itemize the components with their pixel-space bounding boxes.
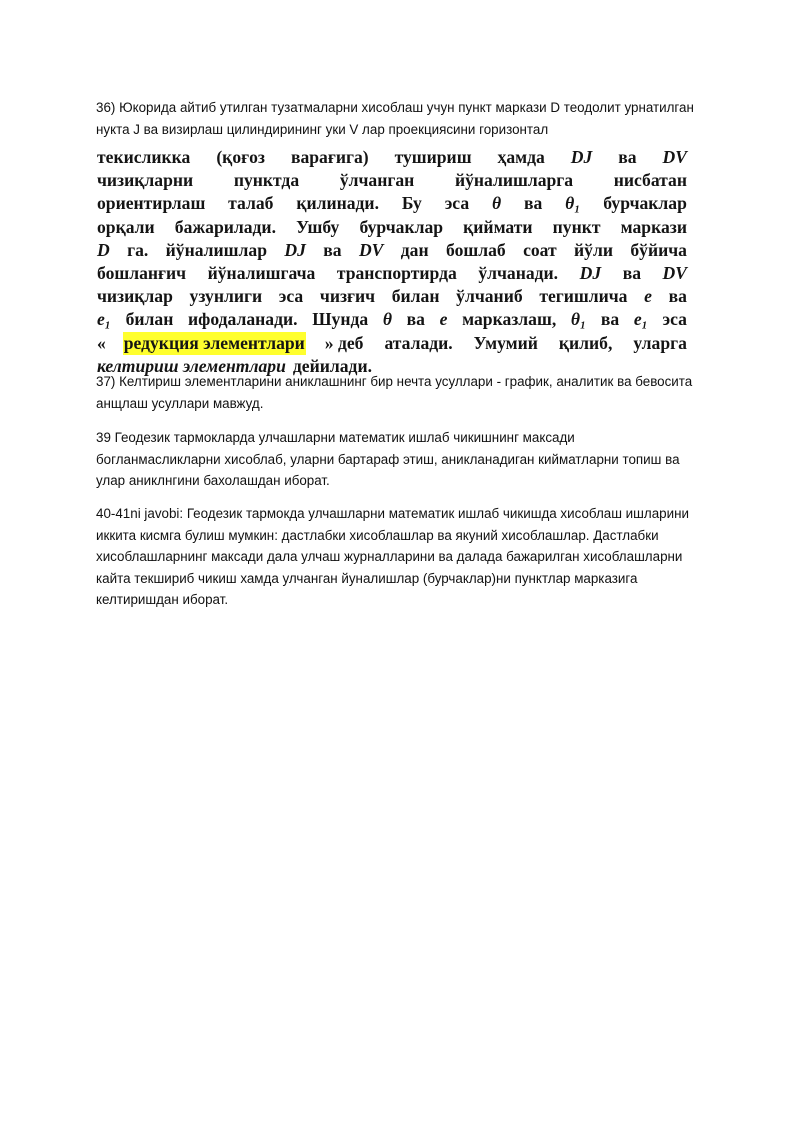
scanned-line-7 <box>97 285 687 308</box>
scanned-line-3 <box>97 192 687 215</box>
quote-open: « <box>97 332 106 353</box>
scan-word: e <box>644 286 652 307</box>
paragraph-36 <box>96 97 706 140</box>
scanned-line-9 <box>97 332 687 355</box>
scan-word: e₁ <box>633 309 648 330</box>
scan-word: ва <box>323 239 342 260</box>
scanned-lines-container <box>97 146 687 332</box>
scan-word: ўлчанган <box>339 170 415 191</box>
scan-word: θ₁ <box>570 309 587 330</box>
scan-word: e₁ <box>97 309 111 330</box>
scan-word: уларга <box>633 332 687 353</box>
scanned-line-5 <box>97 239 687 262</box>
scan-word: аталади. <box>384 332 453 353</box>
scanned-line-4 <box>97 216 687 239</box>
scan-word: марказлаш, <box>462 309 557 330</box>
scan-word: билан <box>125 309 174 330</box>
scan-word: бошлаб <box>446 239 506 260</box>
paragraph-line: нукта J ва визирлаш цилиндирининг уки V лар проекциясини горизонтал <box>96 121 549 137</box>
paragraph-line: анщлаш усуллари мавжуд. <box>96 395 264 411</box>
paragraph-line: хисоблашларнинг максади дала улчаш журналларини ва далада бажарилган хисоблашларни <box>96 549 683 564</box>
scan-word: ориентирлаш <box>97 193 206 214</box>
scanned-line-8 <box>97 308 687 331</box>
paragraph-40-41 <box>96 503 706 611</box>
scanned-line-6 <box>97 262 687 285</box>
scan-word: ҳамда <box>497 147 545 167</box>
scan-word: эса <box>662 309 687 330</box>
scan-word: транспортирда <box>336 262 457 283</box>
scan-word: Шунда <box>312 309 369 330</box>
scan-word: чизиқларни <box>97 170 194 191</box>
scan-word: ўлчанади. <box>478 262 559 283</box>
scan-word: ва <box>523 193 543 214</box>
scan-word: бажарилади. <box>174 216 276 237</box>
scan-word: чизиқлар <box>97 286 173 307</box>
scan-word: пунктда <box>233 170 300 191</box>
scan-word: бурчаклар <box>603 193 687 214</box>
scan-word: қиймати <box>463 216 533 237</box>
scan-word: (қоғоз <box>216 147 265 167</box>
scan-word: ва <box>600 309 620 330</box>
scan-word: DJ <box>284 239 306 260</box>
scan-word: талаб <box>228 193 274 214</box>
scan-word: билан <box>391 286 440 307</box>
scan-word: йўналишлар <box>165 239 267 260</box>
paragraph-line: 37) Келтириш элементларини аниклашнинг бир нечта усуллари - график, аналитик ва бевосита <box>96 374 693 389</box>
paragraph-line: кайта текшириб чикиш хамда улчанган йуналишлар (бурчаклар)ни пунктлар марказига <box>96 570 638 586</box>
scan-word: бошланғич <box>97 262 187 283</box>
scan-word: қилиб, <box>558 332 613 353</box>
paragraph-line: богланмасликларни хисоблаб, уларни бартараф этиш, аникланадиган кийматларни топиш ва <box>96 451 680 467</box>
scan-word: соат <box>523 239 557 260</box>
scan-word: бўйича <box>630 239 687 260</box>
scan-word: ва <box>622 262 641 283</box>
scan-word: e <box>439 309 448 330</box>
paragraph-line: келтиришдан иборат. <box>96 592 229 607</box>
scan-word: пункт <box>552 216 601 237</box>
scan-word: ва <box>406 309 425 330</box>
scan-word: θ₁ <box>565 193 581 214</box>
paragraph-line: иккита кисмга булиш мумкин: дастлабки хисоблашлар ва якуний хисоблашлар. Дастлабки <box>96 527 659 543</box>
scan-word: йўналишларга <box>454 170 574 191</box>
scan-word: варағига) <box>290 147 369 167</box>
paragraph-39 <box>96 427 706 492</box>
paragraph-line: 36) Юкорида айтиб утилган тузатмаларни хисоблаш учун пункт маркази D теодолит урнатилган <box>96 100 694 115</box>
scan-word: θ <box>491 193 502 214</box>
scan-word: га. <box>127 239 149 260</box>
scan-word: тегишлича <box>539 286 628 307</box>
scan-word: тушириш <box>394 147 472 167</box>
scan-word: ўлчаниб <box>456 286 523 307</box>
scan-word: ифодаланади. <box>188 309 298 330</box>
scan-word: DJ <box>579 262 602 283</box>
scan-word: D <box>97 239 110 260</box>
scan-word: орқали <box>97 216 155 237</box>
scan-word: » деб <box>324 332 364 353</box>
paragraph-line: 40-41ni javobi: Геодезик тармокда улчашларни математик ишлаб чикишда хисоблаш ишларини <box>96 506 689 521</box>
scan-word: эса <box>444 193 470 214</box>
highlighted-term: редукция элементлари <box>123 332 306 355</box>
scan-word: текисликка <box>97 147 191 167</box>
scan-word: дан <box>400 239 429 260</box>
scan-word: Ушбу <box>296 216 340 237</box>
scan-word: DJ <box>570 147 593 167</box>
scan-word: DV <box>662 147 687 167</box>
italic-term: келтириш элементлари <box>97 355 286 376</box>
scan-word: DV <box>358 239 384 260</box>
scan-word: қилинади. <box>296 193 379 214</box>
paragraph-line: 39 Геодезик тармокларда улчашларни математик ишлаб чикишнинг максади <box>96 430 575 445</box>
scan-word: бурчаклар <box>359 216 444 237</box>
paragraph-37 <box>96 371 706 414</box>
scan-word: чизғич <box>319 286 376 307</box>
scan-word: Бу <box>401 193 422 214</box>
scan-word: ва <box>618 147 637 167</box>
scan-word: θ <box>382 309 392 330</box>
scanned-line-1 <box>97 146 687 169</box>
scan-word: йўли <box>574 239 613 260</box>
scan-word: йўналишгача <box>207 262 316 283</box>
scan-word: нисбатан <box>613 170 687 191</box>
scan-word: ва <box>668 286 687 307</box>
scan-word: Умумий <box>473 332 538 353</box>
scanned-line-2 <box>97 169 687 192</box>
scan-word: дейилади. <box>292 355 372 376</box>
scan-word: DV <box>662 262 687 283</box>
scan-word: эса <box>278 286 304 307</box>
scanned-textbook-excerpt <box>97 146 687 378</box>
scan-word: узунлиги <box>189 286 263 307</box>
paragraph-line: улар аниклнгини бахолашдан иборат. <box>96 473 330 488</box>
scan-word: маркази <box>620 216 687 237</box>
